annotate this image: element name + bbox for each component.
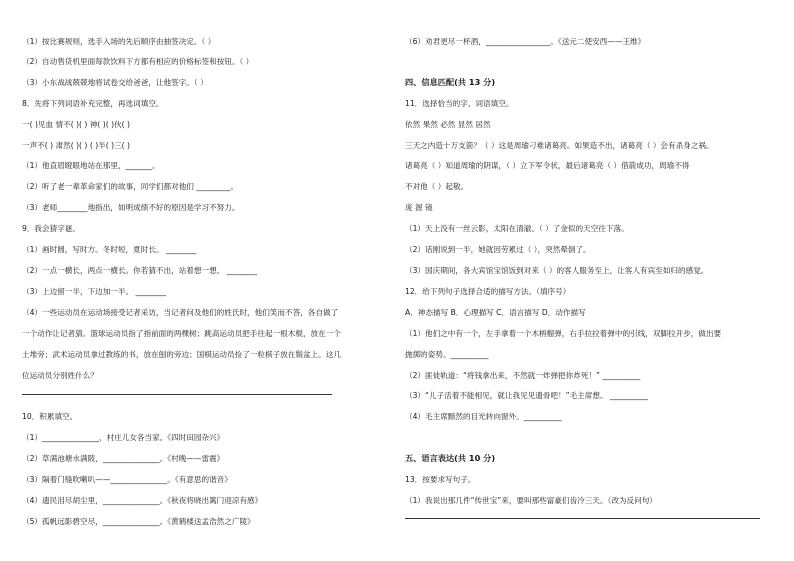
right-line-13: （1）他们之中有一个，左手拿着一个木柄榴弹，右手拉拉着弹中的引线，双脚拉开步，做出要 xyxy=(405,329,722,338)
right-line-20: （1）我说出那几件“传世宝”来，要叫那些富豪们齿冷三天。（改为反问句） xyxy=(405,496,657,505)
left-line-4: 一( )见血 情不( )( ) 神( )( )伙( ) xyxy=(22,120,131,129)
left-line-15: 土堆旁；武术运动员拿过教练的书，放在刨的旁边；国棋运动员捡了一粒棋子放在鬓盆上。这几 xyxy=(22,350,341,359)
right-line-11: 12．给下列句子选择合适的描写方法。（填序号） xyxy=(405,287,571,296)
right-line-18: 五、语言表达(共 10 分) xyxy=(405,453,496,463)
right-line-0: （6）劝君更尽一杯酒，_________________。《送元二使安西——王维》 xyxy=(405,37,646,46)
left-line-22: （5）孤帆远影碧空尽，_______________。《黄鹤楼送孟浩然之广陵》 xyxy=(22,517,255,526)
right-line-8: （1）天上没有一丝云影，太阳在清澈、（ ）了金似的天空往下落。 xyxy=(405,224,629,233)
left-line-20: （3）隔着门缝吹喇叭——_______________。《有意思的谐音》 xyxy=(22,475,232,484)
right-line-19: 13．按要求写句子。 xyxy=(405,475,476,484)
right-line-3: 依然 果然 必然 显然 居然 xyxy=(405,120,491,129)
answer-line-q13-1[interactable] xyxy=(405,518,760,519)
left-line-9: 9．我会猜字谜。 xyxy=(22,224,80,233)
right-line-10: （3）国庆期间，各大宾馆宝馆饭到对来（ ）的客人服务至上，让客人有宾至如归的感觉。 xyxy=(405,266,709,275)
right-line-5: 诸葛亮（ ）知道周瑜的阴谋，（ ）立下军令状，最后诸葛亮（ ）借箭成功，周瑜不得 xyxy=(405,161,690,170)
right-line-1: 四、信息匹配(共 13 分) xyxy=(405,77,496,87)
left-line-21: （4）遗民泪尽胡尘里，_______________。《秋夜将晓出篱门迎凉有感》 xyxy=(22,496,263,505)
right-line-14: 抛掷的姿势。__________ xyxy=(405,350,489,359)
right-line-6: 不对他（ ）起敬。 xyxy=(405,182,469,191)
left-line-16: 位运动员分别姓什么？ xyxy=(22,371,98,380)
left-line-3: 8．先将下列词语补充完整，再选词填空。 xyxy=(22,99,164,108)
left-line-0: （1）按比赛规则，选手入场的先后顺序由抽签决定。（ ） xyxy=(22,37,216,46)
left-line-19: （2）草满池塘水满陂，_______________。《村晚——雷震》 xyxy=(22,454,225,463)
right-line-17: （4）毛主席黯然的目光转向窗外。__________ xyxy=(405,412,562,421)
right-line-4: 三天之内造十万支箭？（ ）这是周瑜刁难诸葛亮。如果造不出，诸葛亮（ ）会有杀身之祸。 xyxy=(405,141,714,150)
answer-line-q9-4[interactable] xyxy=(22,394,332,395)
right-line-7: 庞 渥 镜 xyxy=(405,203,433,212)
left-line-1: （2）自动售货机里面每款饮料下方都有相应的价格标签和按钮。（ ） xyxy=(22,57,254,66)
left-line-8: （3）老师________地指出，如明成绩不好的原因是学习不努力。 xyxy=(22,203,240,212)
left-line-14: 一个动作让记者猜。篮球运动员指了指前面的两棵树；跳高运动员把手往起一根木棍，放在一个 xyxy=(22,329,341,338)
left-line-12: （3）上边留一半，下边加一半。 ________ xyxy=(22,287,166,296)
right-line-16: （3）“儿子活着不能相见，就让我见见遗骨吧！”毛主席想。 __________ xyxy=(405,391,648,400)
left-line-5: 一声不( ) 肃然( )( ) ( )半( )三( ) xyxy=(22,141,131,150)
left-line-2: （3）小东战战兢兢地将试卷交给爸爸，让他签字。（ ） xyxy=(22,78,208,87)
left-line-11: （2）一点一横长，两点一横长。你若猜不出，站着想一想。 ________ xyxy=(22,266,258,275)
right-line-15: （2）匪徒轨道：“将钱拿出来，不然就一炸弹把你炸死！” __________ xyxy=(405,371,641,380)
left-line-10: （1）画时圆，写时方。冬时短，夏时长。 ________ xyxy=(22,245,197,254)
left-line-7: （2）听了老一辈革命家们的故事，同学们都对他们 _________。 xyxy=(22,182,239,191)
right-line-9: （2）话刚说到一半，她就因劳累过（ ），突然晕倒了。 xyxy=(405,245,591,254)
right-line-2: 11．选择恰当的字、词语填空。 xyxy=(405,99,514,108)
left-line-18: （1）_______________，村庄儿女各当家。《四时田园杂兴》 xyxy=(22,433,225,442)
left-line-17: 10．积累填空。 xyxy=(22,412,78,421)
left-line-6: （1）他直眉瞪眼地站在那里，_______。 xyxy=(22,161,160,170)
right-line-12: A．神态描写 B．心理描写 C．语言描写 D．动作描写 xyxy=(405,308,586,317)
left-line-13: （4）一些运动员在运动场接受记者采访，当记者问及他们的姓氏时，他们笑而不答，各自做了 xyxy=(22,308,339,317)
